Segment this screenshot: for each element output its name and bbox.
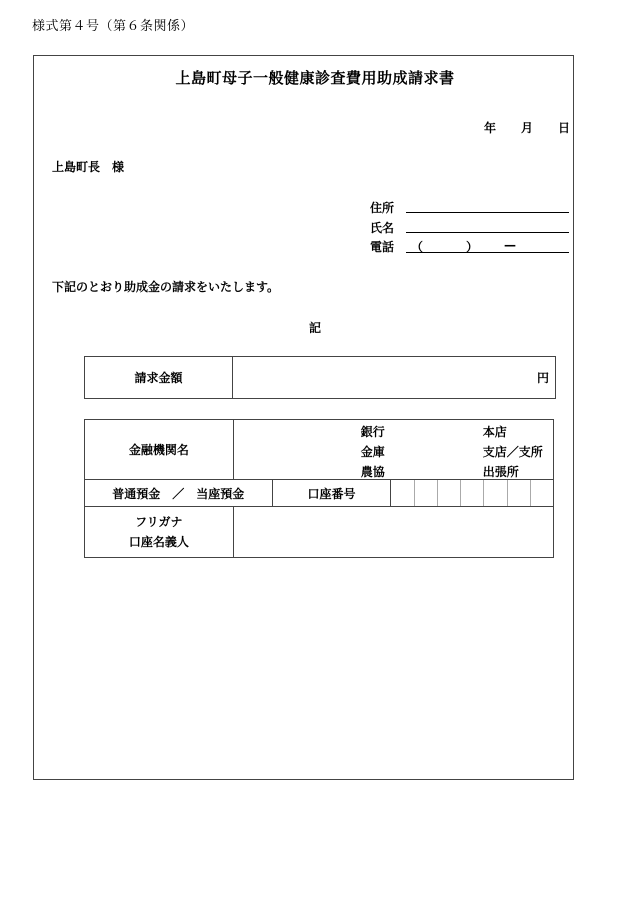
address-label: 住所 — [370, 201, 395, 215]
bank-type-shinkin: 金庫 — [360, 445, 385, 459]
phone-label: 電話 — [370, 240, 395, 254]
phone-open-paren: （ — [411, 240, 424, 254]
account-digit-box[interactable] — [391, 480, 413, 506]
name-label: 氏名 — [370, 221, 395, 235]
account-digit-box[interactable] — [483, 480, 506, 506]
account-holder-field[interactable] — [233, 507, 553, 558]
phone-close-paren: ） — [466, 240, 479, 254]
bank-table — [84, 419, 554, 558]
date-day-label: 日 — [558, 121, 571, 135]
account-digit-box[interactable] — [460, 480, 483, 506]
addressee: 上島町長 様 — [52, 160, 125, 174]
date-year-label: 年 — [484, 121, 497, 135]
date-month-label: 月 — [521, 121, 534, 135]
request-statement: 下記のとおり助成金の請求をいたします。 — [52, 280, 280, 294]
institution-label: 金融機関名 — [85, 420, 234, 480]
account-digit-box[interactable] — [414, 480, 437, 506]
form-number-label: 様式第４号（第６条関係） — [32, 19, 195, 34]
account-digit-box[interactable] — [437, 480, 460, 506]
phone-field[interactable] — [406, 252, 569, 253]
branch-type-branch: 支店／支所 — [482, 445, 543, 459]
phone-dash: — — [504, 238, 516, 252]
name-field[interactable] — [406, 232, 569, 233]
branch-type-main: 本店 — [482, 425, 507, 439]
yen-unit: 円 — [536, 371, 549, 385]
account-digit-box[interactable] — [507, 480, 530, 506]
account-holder-label: 口座名義人 — [128, 535, 189, 549]
branch-type-office: 出張所 — [482, 465, 519, 479]
amount-field[interactable] — [233, 357, 556, 399]
amount-label: 請求金額 — [85, 357, 233, 399]
address-field[interactable] — [406, 212, 569, 213]
account-digit-box[interactable] — [530, 480, 553, 506]
ki-label: 記 — [308, 321, 321, 335]
account-number-field[interactable] — [391, 480, 554, 507]
institution-field[interactable] — [233, 420, 553, 480]
deposit-type-label: 普通預金 ／ 当座預金 — [85, 480, 273, 507]
bank-type-bank: 銀行 — [360, 425, 385, 439]
amount-table — [84, 356, 556, 399]
account-number-label: 口座番号 — [272, 480, 391, 507]
form-title: 上島町母子一般健康診査費用助成請求書 — [175, 69, 455, 87]
bank-type-nokyo: 農協 — [360, 465, 385, 479]
account-holder-label-cell — [85, 507, 234, 558]
furigana-label: フリガナ — [135, 515, 183, 529]
